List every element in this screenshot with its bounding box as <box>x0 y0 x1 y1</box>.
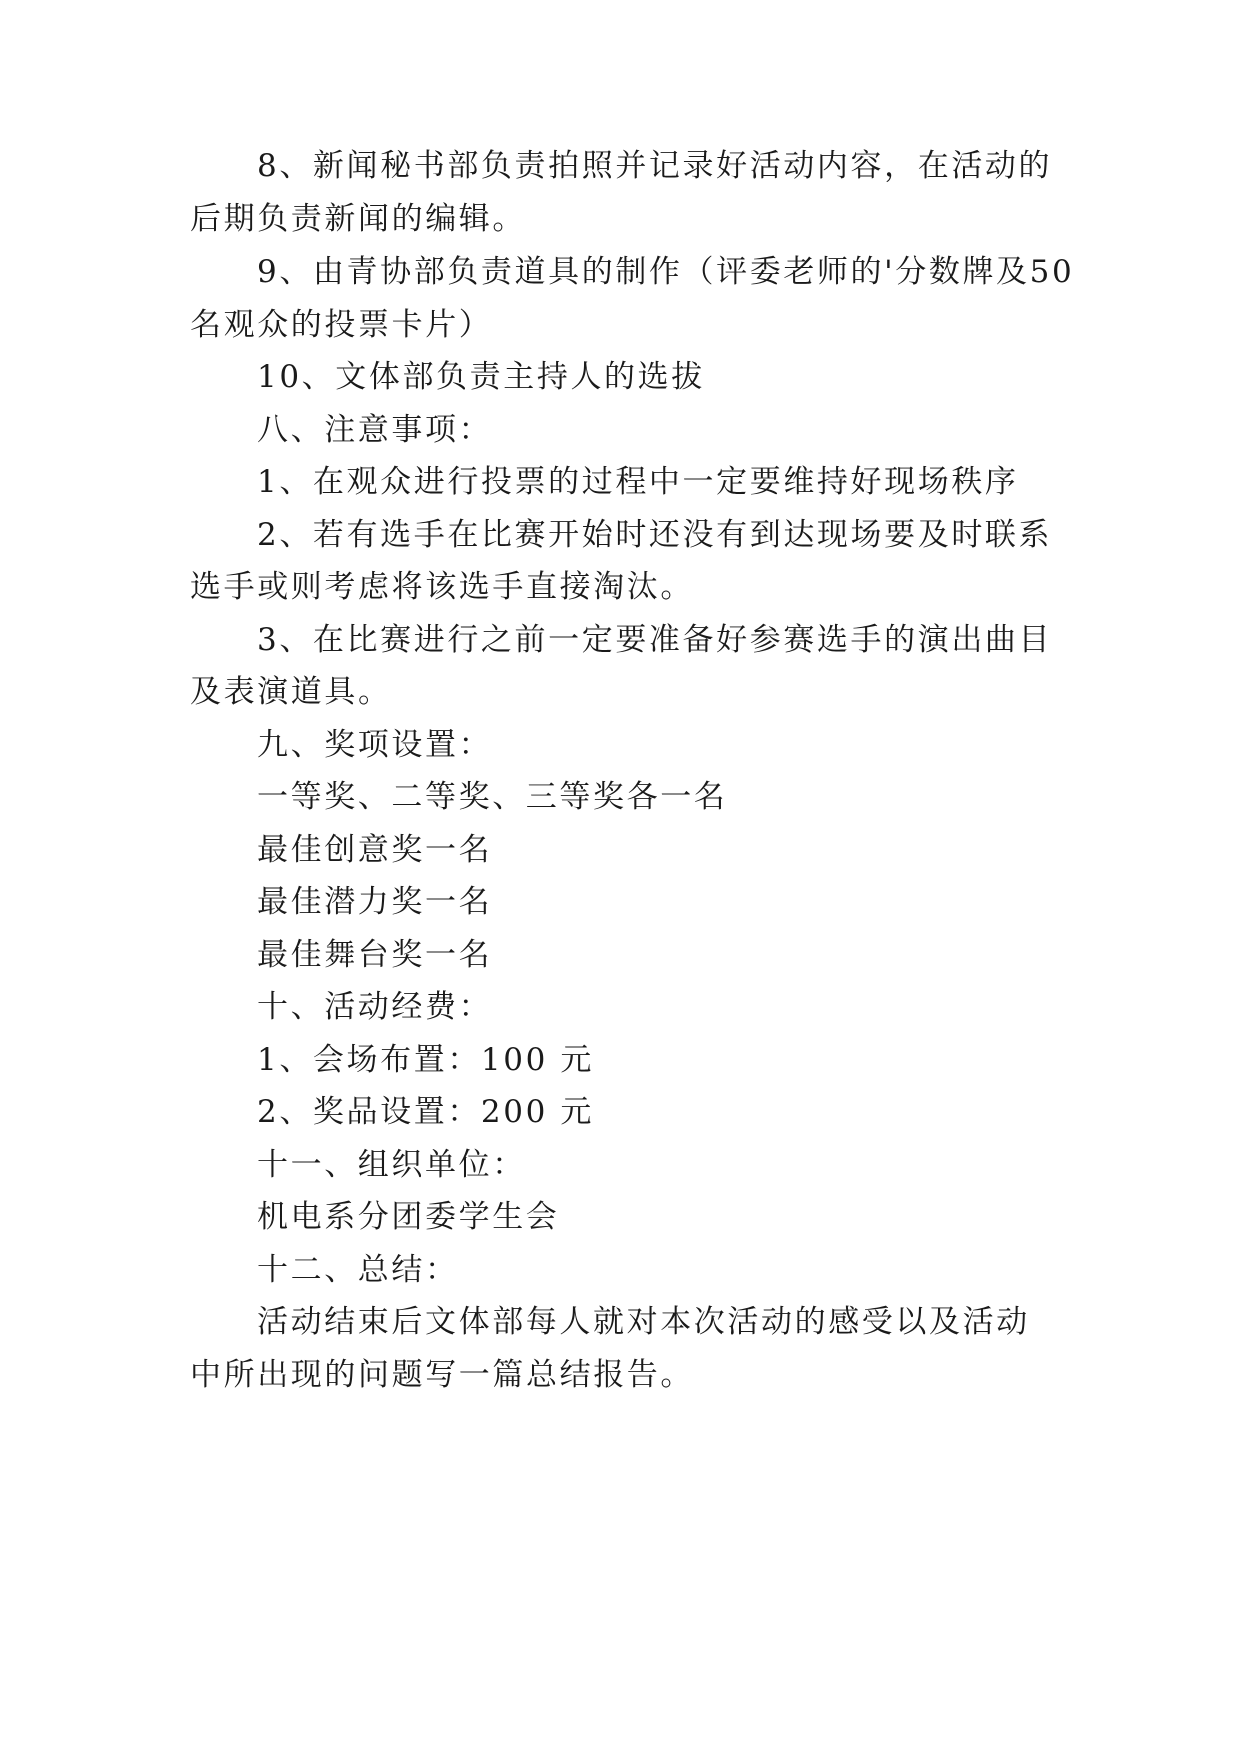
section-heading-organizer: 十一、组织单位： <box>257 1147 526 1183</box>
section-heading-awards: 九、奖项设置： <box>257 727 493 763</box>
award-prizes: 一等奖、二等奖、三等奖各一名 <box>257 779 728 815</box>
budget-item-venue: 1、会场布置：100 元 <box>257 1042 594 1078</box>
paragraph-10: 10、文体部负责主持人的选拔 <box>257 359 705 395</box>
summary-line-2: 中所出现的问题写一篇总结报告。 <box>190 1357 694 1393</box>
notes-item-1: 1、在观众进行投票的过程中一定要维持好现场秩序 <box>257 464 1019 500</box>
paragraph-9-line-1: 9、由青协部负责道具的制作（评委老师的'分数牌及50 <box>257 254 1075 290</box>
notes-item-2-line-1: 2、若有选手在比赛开始时还没有到达现场要及时联系 <box>257 517 1053 553</box>
section-heading-budget: 十、活动经费： <box>257 989 493 1025</box>
section-heading-notes: 八、注意事项： <box>257 412 493 448</box>
summary-line-1: 活动结束后文体部每人就对本次活动的感受以及活动 <box>257 1304 1030 1340</box>
budget-item-prizes: 2、奖品设置：200 元 <box>257 1094 594 1130</box>
section-heading-summary: 十二、总结： <box>257 1252 459 1288</box>
paragraph-8-line-1: 8、新闻秘书部负责拍照并记录好活动内容，在活动的 <box>257 148 1053 184</box>
paragraph-8-line-2: 后期负责新闻的编辑。 <box>190 201 526 237</box>
paragraph-9-line-2: 名观众的投票卡片） <box>190 307 493 343</box>
notes-item-2-line-2: 选手或则考虑将该选手直接淘汰。 <box>190 569 694 605</box>
award-stage: 最佳舞台奖一名 <box>257 937 493 973</box>
notes-item-3-line-1: 3、在比赛进行之前一定要准备好参赛选手的演出曲目 <box>257 622 1053 658</box>
notes-item-3-line-2: 及表演道具。 <box>190 674 392 710</box>
organizer-name: 机电系分团委学生会 <box>257 1199 560 1235</box>
award-potential: 最佳潜力奖一名 <box>257 884 493 920</box>
award-creative: 最佳创意奖一名 <box>257 832 493 868</box>
